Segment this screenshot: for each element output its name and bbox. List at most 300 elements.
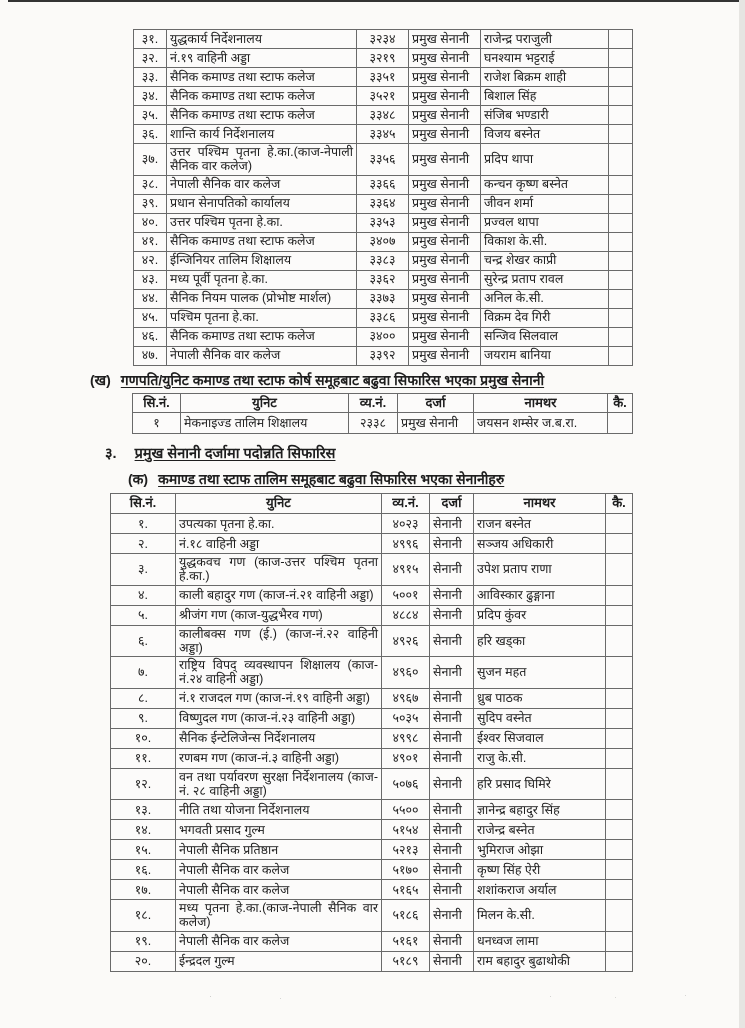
cell-unit: रणबम गण (काज-नं.३ वाहिनी अड्डा) — [176, 748, 382, 768]
cell-personnel-number: ३३५६ — [357, 144, 409, 176]
section-3-number: ३. — [105, 446, 117, 463]
table-row — [111, 708, 633, 728]
cell-name: अनिल के.सी. — [481, 289, 609, 308]
cell-remark — [606, 514, 633, 534]
cell-remark — [606, 840, 633, 860]
table-row — [134, 232, 633, 251]
cell-name: राजु के.सी. — [474, 748, 606, 768]
cell-serial-number: ३४. — [134, 87, 167, 106]
cell-personnel-number: ५१६५ — [382, 880, 430, 900]
table-row — [111, 880, 633, 900]
cell-personnel-number: ३३६६ — [357, 175, 409, 194]
table-row — [111, 931, 633, 951]
cell-unit: मेकनाइज्ड तालिम शिक्षालय — [181, 413, 349, 434]
cell-remark — [606, 748, 633, 768]
header-row — [111, 494, 633, 514]
cell-name: ज्ञानेन्द्र बहादुर सिंह — [474, 800, 606, 820]
cell-remark — [609, 125, 633, 144]
cell-serial-number: २. — [111, 534, 176, 554]
scan-right-edge-shade — [739, 0, 745, 1028]
cell-unit: श्रीजंग गण (काज-युद्धभैरव गण) — [176, 605, 382, 625]
cell-personnel-number: ३४०० — [357, 327, 409, 346]
cell-personnel-number: ५५०० — [382, 800, 430, 820]
cell-remark — [606, 657, 633, 689]
cell-personnel-number: ३२३४ — [357, 30, 409, 49]
promotion-table-pramukh-senani-continued — [133, 29, 633, 366]
cell-serial-number: १४. — [111, 820, 176, 840]
cell-remark — [606, 860, 633, 880]
cell-serial-number: ४२. — [134, 251, 167, 270]
table-body — [133, 413, 633, 434]
cell-name: राजन बस्नेत — [474, 514, 606, 534]
cell-remark — [606, 820, 633, 840]
cell-unit: पश्चिम पृतना हे.का. — [167, 308, 357, 327]
cell-name: आविस्कार ढुङ्गाना — [474, 585, 606, 605]
cell-unit: सैनिक नियम पालक (प्रोभोष्ट मार्शल) — [167, 289, 357, 308]
cell-remark — [609, 251, 633, 270]
table-row — [111, 625, 633, 657]
cell-personnel-number: ५०३५ — [382, 708, 430, 728]
table-row — [134, 308, 633, 327]
table-body — [134, 30, 633, 366]
cell-unit: नं.१ राजदल गण (काज-नं.१९ वाहिनी अड्डा) — [176, 688, 382, 708]
cell-serial-number: १८. — [111, 900, 176, 932]
cell-serial-number: ४७. — [134, 346, 167, 365]
cell-serial-number: १७. — [111, 880, 176, 900]
cell-name: प्रदिप कुंवर — [474, 605, 606, 625]
cell-rank: प्रमुख सेनानी — [409, 308, 481, 327]
cell-serial-number: ९. — [111, 708, 176, 728]
cell-rank: सेनानी — [430, 657, 474, 689]
cell-remark — [609, 270, 633, 289]
table-row — [111, 534, 633, 554]
cell-serial-number: १५. — [111, 840, 176, 860]
cell-remark — [606, 728, 633, 748]
cell-rank: सेनानी — [430, 585, 474, 605]
cell-unit: नेपाली सैनिक वार कलेज — [167, 346, 357, 365]
cell-name: विजय बस्नेत — [481, 125, 609, 144]
header-no: व्य.नं. — [382, 494, 430, 514]
cell-rank: सेनानी — [430, 840, 474, 860]
cell-name: राम बहादुर बुढाथोकी — [474, 951, 606, 971]
cell-personnel-number: ३३५३ — [357, 213, 409, 232]
cell-personnel-number: ५०७६ — [382, 768, 430, 800]
cell-rank: सेनानी — [430, 688, 474, 708]
cell-serial-number: ३६. — [134, 125, 167, 144]
cell-unit: नीति तथा योजना निर्देशनालय — [176, 800, 382, 820]
table-row — [134, 175, 633, 194]
cell-remark — [606, 880, 633, 900]
cell-remark — [609, 289, 633, 308]
cell-remark — [609, 144, 633, 176]
cell-name: ध्रुब पाठक — [474, 688, 606, 708]
table-row — [111, 951, 633, 971]
cell-serial-number: ७. — [111, 657, 176, 689]
table-row — [111, 860, 633, 880]
table-row — [134, 106, 633, 125]
cell-serial-number: ४. — [111, 585, 176, 605]
section-kha-title: गणपति/युनिट कमाण्ड तथा स्टाफ कोर्ष समूहबाट बढुवा सिफारिस भएका प्रमुख सेनानी — [120, 371, 545, 388]
cell-rank: सेनानी — [430, 768, 474, 800]
table-row — [111, 820, 633, 840]
table-row — [111, 748, 633, 768]
cell-unit: कालीबक्स गण (ई.) (काज-नं.२२ वाहिनी अड्डा) — [176, 625, 382, 657]
cell-name: हरि प्रसाद घिमिरे — [474, 768, 606, 800]
table-row — [111, 728, 633, 748]
cell-unit: उत्तर पश्चिम पृतना हे.का. — [167, 213, 357, 232]
cell-serial-number: ३९. — [134, 194, 167, 213]
cell-serial-number: ३७. — [134, 144, 167, 176]
cell-rank: प्रमुख सेनानी — [409, 68, 481, 87]
cell-personnel-number: ३३४८ — [357, 106, 409, 125]
cell-serial-number: ८. — [111, 688, 176, 708]
header-unit: युनिट — [181, 393, 349, 413]
command-staff-training-group-senani-table — [110, 493, 633, 971]
cell-remark — [609, 106, 633, 125]
cell-unit: राष्ट्रिय विपद् व्यवस्थापन शिक्षालय (काज-नं.२४ वाहिनी अड्डा) — [176, 657, 382, 689]
cell-unit: प्रधान सेनापतिको कार्यालय — [167, 194, 357, 213]
cell-personnel-number: ३३९२ — [357, 346, 409, 365]
cell-personnel-number: ३३८३ — [357, 251, 409, 270]
cell-name: जयसन शम्सेर ज.ब.रा. — [474, 413, 608, 434]
table-row — [134, 125, 633, 144]
cell-serial-number: ३. — [111, 554, 176, 586]
table-row — [133, 413, 633, 434]
cell-remark — [606, 708, 633, 728]
header-unit: युनिट — [176, 494, 382, 514]
cell-personnel-number: ४९२६ — [382, 625, 430, 657]
cell-personnel-number: ५१८६ — [382, 900, 430, 932]
cell-unit: सैनिक ईन्टेलिजेन्स निर्देशनालय — [176, 728, 382, 748]
cell-remark — [609, 194, 633, 213]
cell-remark — [606, 605, 633, 625]
cell-rank: सेनानी — [430, 728, 474, 748]
cell-serial-number: ३८. — [134, 175, 167, 194]
cell-remark — [609, 175, 633, 194]
cell-rank: प्रमुख सेनानी — [409, 175, 481, 194]
cell-personnel-number: ३२१९ — [357, 49, 409, 68]
cell-serial-number: ४०. — [134, 213, 167, 232]
cell-serial-number: ११. — [111, 748, 176, 768]
cell-remark — [606, 585, 633, 605]
cell-unit: नेपाली सैनिक वार कलेज — [176, 880, 382, 900]
cell-unit: उपत्यका पृतना हे.का. — [176, 514, 382, 534]
table-header-row — [133, 393, 633, 413]
cell-rank: प्रमुख सेनानी — [409, 232, 481, 251]
cell-unit: युद्धकार्य निर्देशनालय — [167, 30, 357, 49]
cell-rank: सेनानी — [430, 748, 474, 768]
cell-personnel-number: ३३५१ — [357, 68, 409, 87]
cell-serial-number: ४६. — [134, 327, 167, 346]
cell-name: विक्रम देव गिरी — [481, 308, 609, 327]
table-row — [111, 605, 633, 625]
cell-personnel-number: ४९१५ — [382, 554, 430, 586]
cell-unit: नेपाली सैनिक प्रतिष्ठान — [176, 840, 382, 860]
cell-serial-number: १०. — [111, 728, 176, 748]
cell-remark — [606, 625, 633, 657]
cell-serial-number: ४५. — [134, 308, 167, 327]
table-row — [134, 346, 633, 365]
cell-personnel-number: ३४०७ — [357, 232, 409, 251]
cell-remark — [608, 413, 633, 434]
table-row — [134, 251, 633, 270]
cell-rank: सेनानी — [430, 880, 474, 900]
cell-remark — [606, 800, 633, 820]
cell-remark — [609, 49, 633, 68]
cell-unit: नं.१९ वाहिनी अड्डा — [167, 49, 357, 68]
table-row — [111, 800, 633, 820]
table-row — [111, 840, 633, 860]
cell-rank: प्रमुख सेनानी — [409, 125, 481, 144]
cell-name: चन्द्र शेखर काप्री — [481, 251, 609, 270]
cell-serial-number: १९. — [111, 931, 176, 951]
cell-remark — [606, 900, 633, 932]
cell-serial-number: ४४. — [134, 289, 167, 308]
cell-serial-number: १ — [133, 413, 181, 434]
cell-personnel-number: ४०२३ — [382, 514, 430, 534]
cell-serial-number: ३३. — [134, 68, 167, 87]
cell-name: जीवन शर्मा — [481, 194, 609, 213]
cell-rank: प्रमुख सेनानी — [409, 144, 481, 176]
section-ka-title: कमाण्ड तथा स्टाफ तालिम समूहबाट बढुवा सिफारिस भएका सेनानीहरु — [158, 471, 505, 488]
cell-personnel-number: ५१६१ — [382, 931, 430, 951]
cell-rank: सेनानी — [430, 931, 474, 951]
cell-serial-number: २०. — [111, 951, 176, 971]
table-row — [111, 585, 633, 605]
cell-personnel-number: ४९९८ — [382, 728, 430, 748]
table-row — [134, 49, 633, 68]
cell-rank: प्रमुख सेनानी — [409, 251, 481, 270]
cell-remark — [609, 327, 633, 346]
table-row — [134, 30, 633, 49]
table-row — [111, 688, 633, 708]
cell-personnel-number: ५२१३ — [382, 840, 430, 860]
cell-serial-number: १३. — [111, 800, 176, 820]
cell-name: कन्चन कृष्ण बस्नेत — [481, 175, 609, 194]
cell-name: राजेश बिक्रम शाही — [481, 68, 609, 87]
cell-remark — [609, 30, 633, 49]
cell-name: विकाश के.सी. — [481, 232, 609, 251]
cell-serial-number: ३५. — [134, 106, 167, 125]
cell-personnel-number: ३३६४ — [357, 194, 409, 213]
cell-unit: मध्य पृतना हे.का.(काज-नेपाली सैनिक वार कलेज) — [176, 900, 382, 932]
cell-name: हरि खड्का — [474, 625, 606, 657]
cell-remark — [609, 346, 633, 365]
table-row — [111, 657, 633, 689]
cell-name: प्रज्वल थापा — [481, 213, 609, 232]
cell-personnel-number: ४८८४ — [382, 605, 430, 625]
cell-name: मिलन के.सी. — [474, 900, 606, 932]
cell-remark — [606, 931, 633, 951]
table-row — [134, 87, 633, 106]
cell-unit: नेपाली सैनिक वार कलेज — [167, 175, 357, 194]
cell-unit: सैनिक कमाण्ड तथा स्टाफ कलेज — [167, 327, 357, 346]
cell-rank: प्रमुख सेनानी — [409, 49, 481, 68]
header-rank: दर्जा — [430, 494, 474, 514]
cell-remark — [606, 688, 633, 708]
cell-name: सञ्जय अधिकारी — [474, 534, 606, 554]
table-row — [134, 144, 633, 176]
cell-unit: उत्तर पश्चिम पृतना हे.का.(काज-नेपाली सैनिक वार कलेज) — [167, 144, 357, 176]
table-row — [134, 289, 633, 308]
header-sn: सि.नं. — [111, 494, 176, 514]
cell-unit: वन तथा पर्यावरण सुरक्षा निर्देशनालय (काज-नं. २८ वाहिनी अड्डा) — [176, 768, 382, 800]
section-kha-heading — [90, 371, 745, 390]
cell-rank: प्रमुख सेनानी — [409, 87, 481, 106]
header-sn: सि.नं. — [133, 393, 181, 413]
header-name: नामथर — [474, 393, 608, 413]
cell-unit: ईन्द्रदल गुल्म — [176, 951, 382, 971]
cell-serial-number: ४३. — [134, 270, 167, 289]
table-row — [111, 900, 633, 932]
cell-name: राजेन्द्र पराजुली — [481, 30, 609, 49]
table-row — [134, 68, 633, 87]
table-row — [134, 194, 633, 213]
cell-serial-number: १२. — [111, 768, 176, 800]
cell-name: घनश्याम भट्टराई — [481, 49, 609, 68]
cell-unit: नेपाली सैनिक वार कलेज — [176, 931, 382, 951]
cell-rank: सेनानी — [430, 820, 474, 840]
ganapati-unit-command-staff-course-table — [132, 393, 633, 435]
cell-rank: प्रमुख सेनानी — [409, 289, 481, 308]
cell-name: जयराम बानिया — [481, 346, 609, 365]
cell-rank: प्रमुख सेनानी — [409, 106, 481, 125]
cell-unit: ईन्जिनियर तालिम शिक्षालय — [167, 251, 357, 270]
cell-name: ईश्वर सिजवाल — [474, 728, 606, 748]
cell-personnel-number: ४९६० — [382, 657, 430, 689]
cell-name: कृष्ण सिंह ऐरी — [474, 860, 606, 880]
cell-personnel-number: ३३८६ — [357, 308, 409, 327]
cell-serial-number: ४१. — [134, 232, 167, 251]
cell-serial-number: ३१. — [134, 30, 167, 49]
cell-personnel-number: २३३८ — [349, 413, 398, 434]
cell-remark — [609, 87, 633, 106]
cell-remark — [606, 534, 633, 554]
cell-name: सुदिप वस्नेत — [474, 708, 606, 728]
cell-unit: काली बहादुर गण (काज-नं.२१ वाहिनी अड्डा) — [176, 585, 382, 605]
cell-rank: प्रमुख सेनानी — [409, 30, 481, 49]
cell-rank: सेनानी — [430, 625, 474, 657]
cell-personnel-number: ३३७३ — [357, 289, 409, 308]
cell-personnel-number: ३३६२ — [357, 270, 409, 289]
cell-unit: सैनिक कमाण्ड तथा स्टाफ कलेज — [167, 106, 357, 125]
cell-remark — [609, 68, 633, 87]
cell-serial-number: ६. — [111, 625, 176, 657]
cell-unit: सैनिक कमाण्ड तथा स्टाफ कलेज — [167, 87, 357, 106]
table-body — [111, 514, 633, 972]
table-row — [134, 270, 633, 289]
cell-name: बिशाल सिंह — [481, 87, 609, 106]
section-ka-label: (क) — [128, 471, 149, 488]
cell-personnel-number: ४९०१ — [382, 748, 430, 768]
cell-personnel-number: ५१५४ — [382, 820, 430, 840]
cell-remark — [606, 554, 633, 586]
cell-name: सन्जिव सिलवाल — [481, 327, 609, 346]
cell-remark — [609, 213, 633, 232]
header-rank: दर्जा — [398, 393, 474, 413]
cell-remark — [606, 768, 633, 800]
cell-name: राजेन्द्र बस्नेत — [474, 820, 606, 840]
header-no: व्य.नं. — [349, 393, 398, 413]
cell-rank: प्रमुख सेनानी — [409, 270, 481, 289]
table-row — [134, 213, 633, 232]
cell-personnel-number: ५००१ — [382, 585, 430, 605]
header-name: नामथर — [474, 494, 606, 514]
cell-unit: शान्ति कार्य निर्देशनालय — [167, 125, 357, 144]
cell-remark — [606, 951, 633, 971]
table-row — [134, 327, 633, 346]
cell-unit: युद्धकवच गण (काज-उत्तर पश्चिम पृतना हे.का.) — [176, 554, 382, 586]
section-ka-heading — [128, 470, 745, 489]
cell-personnel-number: ४९९६ — [382, 534, 430, 554]
table-row — [111, 514, 633, 534]
cell-rank: प्रमुख सेनानी — [398, 413, 474, 434]
section-3-title: प्रमुख सेनानी दर्जामा पदोन्नति सिफारिस — [134, 446, 336, 463]
section-3-heading — [105, 443, 745, 463]
cell-serial-number: १. — [111, 514, 176, 534]
cell-rank: प्रमुख सेनानी — [409, 194, 481, 213]
cell-unit: नेपाली सैनिक वार कलेज — [176, 860, 382, 880]
cell-serial-number: १६. — [111, 860, 176, 880]
cell-unit: विष्णुदल गण (काज-नं.२३ वाहिनी अड्डा) — [176, 708, 382, 728]
cell-rank: सेनानी — [430, 900, 474, 932]
cell-rank: सेनानी — [430, 534, 474, 554]
cell-rank: सेनानी — [430, 860, 474, 880]
header-remark: कै. — [606, 494, 633, 514]
cell-name: सुरेन्द्र प्रताप रावल — [481, 270, 609, 289]
cell-name: शशांकराज अर्याल — [474, 880, 606, 900]
cell-unit: सैनिक कमाण्ड तथा स्टाफ कलेज — [167, 232, 357, 251]
cell-rank: सेनानी — [430, 708, 474, 728]
cell-personnel-number: ५१७० — [382, 860, 430, 880]
cell-personnel-number: ३५२१ — [357, 87, 409, 106]
cell-rank: सेनानी — [430, 951, 474, 971]
cell-name: भुमिराज ओझा — [474, 840, 606, 860]
cell-name: उपेश प्रताप राणा — [474, 554, 606, 586]
section-kha-label: (ख) — [90, 371, 111, 388]
cell-unit: नं.१८ वाहिनी अड्डा — [176, 534, 382, 554]
cell-rank: सेनानी — [430, 800, 474, 820]
table-row — [111, 554, 633, 586]
cell-name: सुजन महत — [474, 657, 606, 689]
cell-rank: सेनानी — [430, 514, 474, 534]
scan-artifacts — [210, 996, 211, 997]
scan-top-edge-line — [8, 0, 745, 2]
cell-rank: प्रमुख सेनानी — [409, 346, 481, 365]
cell-name: प्रदिप थापा — [481, 144, 609, 176]
cell-personnel-number: ३३४५ — [357, 125, 409, 144]
cell-rank: सेनानी — [430, 554, 474, 586]
cell-name: धनध्वज लामा — [474, 931, 606, 951]
cell-personnel-number: ५१८९ — [382, 951, 430, 971]
cell-serial-number: ३२. — [134, 49, 167, 68]
header-row — [133, 393, 633, 413]
cell-rank: प्रमुख सेनानी — [409, 327, 481, 346]
cell-rank: प्रमुख सेनानी — [409, 213, 481, 232]
cell-unit: मध्य पूर्वी पृतना हे.का. — [167, 270, 357, 289]
table-row — [111, 768, 633, 800]
cell-remark — [609, 232, 633, 251]
cell-remark — [609, 308, 633, 327]
table-header-row — [111, 494, 633, 514]
cell-rank: सेनानी — [430, 605, 474, 625]
cell-unit: भगवती प्रसाद गुल्म — [176, 820, 382, 840]
header-remark: कै. — [608, 393, 633, 413]
cell-name: संजिब भण्डारी — [481, 106, 609, 125]
cell-serial-number: ५. — [111, 605, 176, 625]
cell-personnel-number: ४९६७ — [382, 688, 430, 708]
cell-unit: सैनिक कमाण्ड तथा स्टाफ कलेज — [167, 68, 357, 87]
